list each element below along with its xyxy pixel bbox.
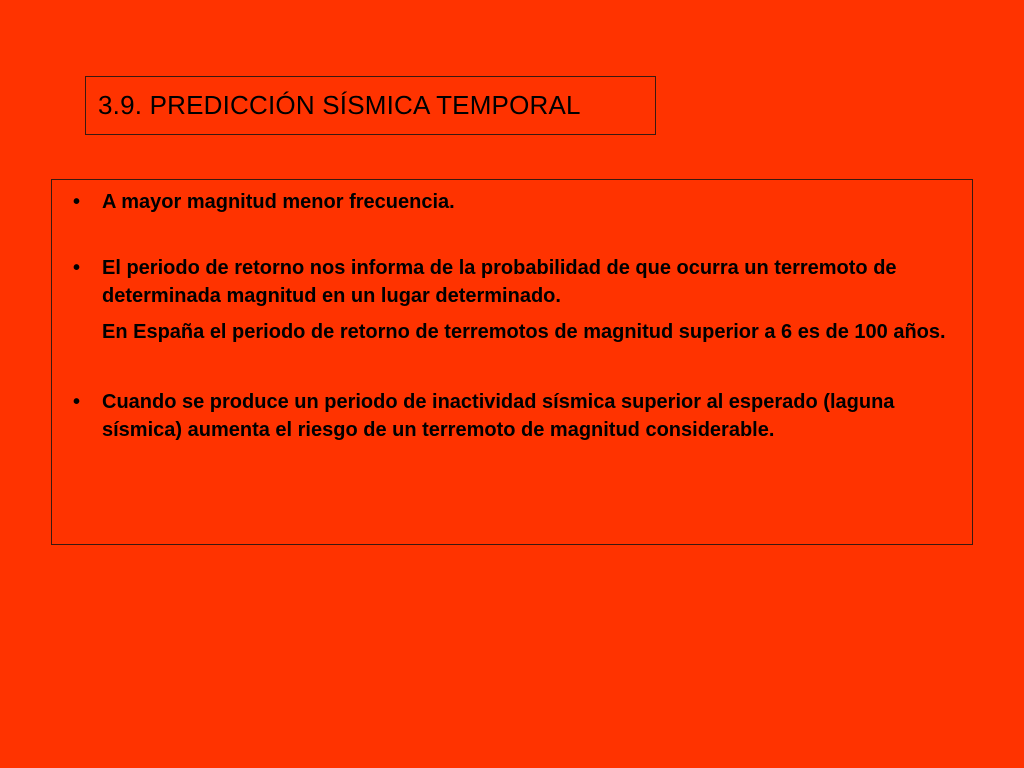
- bullet-text: A mayor magnitud menor frecuencia.: [102, 191, 455, 213]
- bullet-item: [64, 188, 960, 216]
- bullet-item: [64, 388, 960, 444]
- bullet-text: El periodo de retorno nos informa de la probabilidad de que ocurra un terremoto de determinada magnitud en un lugar determinado.: [102, 257, 897, 307]
- title-box: [85, 76, 656, 135]
- bullet-dot-icon: •: [73, 257, 81, 279]
- bullet-dot-icon: •: [73, 391, 81, 413]
- bullet-item: [64, 254, 960, 310]
- sub-paragraph: En España el periodo de retorno de terremotos de magnitud superior a 6 es de 100 años.: [102, 321, 946, 343]
- bullet-dot-icon: •: [73, 191, 81, 213]
- content-box: [51, 179, 973, 545]
- bullet-text: Cuando se produce un periodo de inactividad sísmica superior al esperado (laguna sísmica) aumenta el riesgo de un terremoto de magnitud considerable.: [102, 391, 895, 441]
- slide-title: 3.9. PREDICCIÓN SÍSMICA TEMPORAL: [98, 90, 581, 120]
